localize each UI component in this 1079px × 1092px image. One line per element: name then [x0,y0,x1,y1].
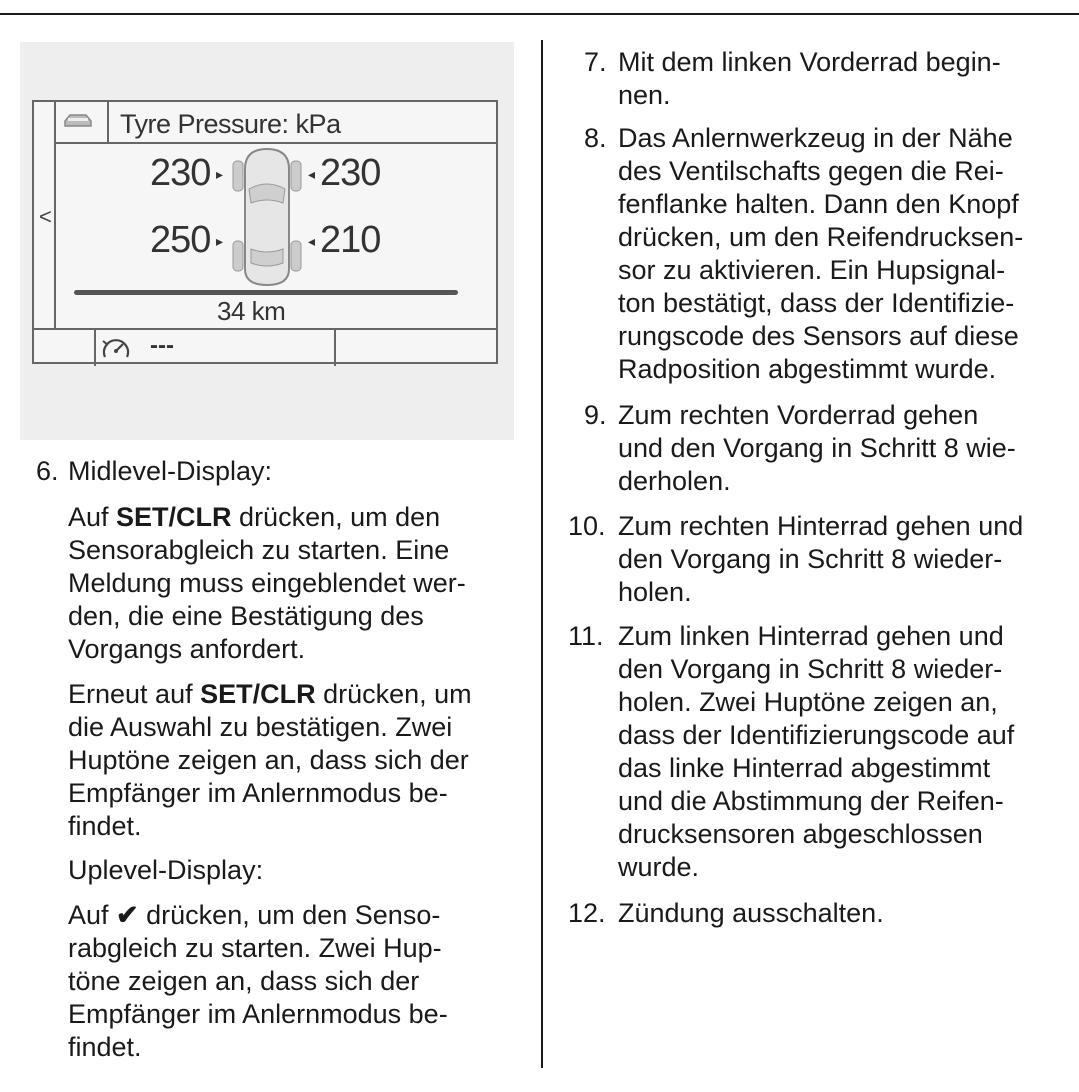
step-number: 12. [568,898,606,928]
paragraph-line: Empfänger im Anlernmodus be- [68,999,448,1029]
odometer-bar [74,290,458,295]
bottom-separator [94,330,96,366]
step-line: Zündung ausschalten. [618,898,884,928]
car-icon [62,112,94,130]
step-number: 11. [568,621,604,651]
car-top-view [231,145,303,289]
step-number: 9. [584,400,607,430]
step-line: Zum rechten Hinterrad gehen und [618,511,1024,541]
paragraph-line: Vorgangs anfordert. [68,634,306,664]
column-divider [541,40,543,1068]
arrow-left-icon: ◂ [308,233,316,249]
paragraph-line: töne zeigen an, dass sich der [68,966,420,996]
step-line: derholen. [618,466,731,496]
step-line: ton bestätigt, dass der Identifizie- [618,288,1015,318]
arrow-left-icon: ◂ [308,166,316,182]
step-line: holen. Zwei Huptöne zeigen an, [618,687,998,717]
paragraph-line: Meldung muss eingeblendet wer- [68,568,466,598]
step-6-heading: Midlevel-Display: [68,456,273,486]
step-line: Zum linken Hinterrad gehen und [618,621,1004,651]
step-line: Zum rechten Vorderrad gehen [618,400,979,430]
paragraph-line: findet. [68,811,142,841]
speed-placeholder: --- [150,332,174,359]
paragraph-line: Empfänger im Anlernmodus be- [68,778,448,808]
back-column [34,102,56,328]
paragraph-line: die Auswahl zu bestätigen. Zwei [68,712,453,742]
step-line: sor zu aktivieren. Ein Hupsignal- [618,255,1006,285]
step-line: Radposition abgestimmt wurde. [618,354,997,384]
step-line: das linke Hinterrad abgestimmt [618,753,991,783]
uplevel-heading: Uplevel-Display: [68,855,264,885]
display-title: Tyre Pressure: kPa [120,109,341,139]
title-separator [107,102,109,142]
arrow-right-icon: ▸ [216,166,224,182]
set-clr-label: SET/CLR [200,679,316,709]
step-line: fenflanke halten. Dann den Knopf [618,189,1019,219]
step-line: drücken, um den Reifendrucksen- [618,222,1024,252]
step-number: 8. [584,123,607,153]
step-line: nen. [618,80,671,110]
paragraph-line: Huptöne zeigen an, dass sich der [68,745,469,775]
paragraph-line: Sensorabgleich zu starten. Eine [68,535,450,565]
step-line: und den Vorgang in Schritt 8 wie- [618,433,1016,463]
display-title-row [54,102,496,144]
step-line: Mit dem linken Vorderrad begin- [618,47,1001,77]
paragraph-line: rabgleich zu starten. Zwei Hup- [68,933,442,963]
check-icon: ✔ [116,900,139,930]
step-number: 7. [584,47,607,77]
step-line: des Ventilschafts gegen die Rei- [618,156,1004,186]
paragraph-line: den, die eine Bestätigung des [68,601,424,631]
step-number: 10. [568,511,606,541]
step-line: und die Abstimmung der Reifen- [618,786,1004,816]
step-line: Das Anlernwerkzeug in der Nähe [618,123,1013,153]
bottom-separator [334,330,336,366]
front-right-pressure: 230 [320,152,381,194]
rear-right-pressure: 210 [320,219,381,261]
front-left-pressure: 230 [150,152,211,194]
paragraph-line: Auf ✔ drücken, um den Senso- [68,900,441,930]
paragraph-line: findet. [68,1032,142,1062]
step-line: dass der Identifizierungscode auf [618,720,1015,750]
set-clr-label: SET/CLR [116,502,232,532]
step-line: drucksensoren abgeschlossen [618,819,983,849]
distance-readout: 34 km [217,296,286,326]
tyre-pressure-figure [20,42,514,440]
chevron-left-icon: < [39,204,52,229]
rear-left-pressure: 250 [150,219,211,261]
top-rule [0,13,1079,15]
step-line: den Vorgang in Schritt 8 wieder- [618,544,1003,574]
display-bottom-row [34,328,496,366]
step-line: rungscode des Sensors auf diese [618,321,1019,351]
step-line: wurde. [618,852,700,882]
step-line: den Vorgang in Schritt 8 wieder- [618,654,1003,684]
paragraph-line: Auf SET/CLR drücken, um den [68,502,441,532]
tyre-pressure-display [32,100,498,364]
arrow-right-icon: ▸ [216,233,224,249]
speedometer-icon [100,335,132,363]
step-number: 6. [36,456,59,486]
paragraph-line: Erneut auf SET/CLR drücken, um [68,679,472,709]
step-line: holen. [618,577,692,607]
